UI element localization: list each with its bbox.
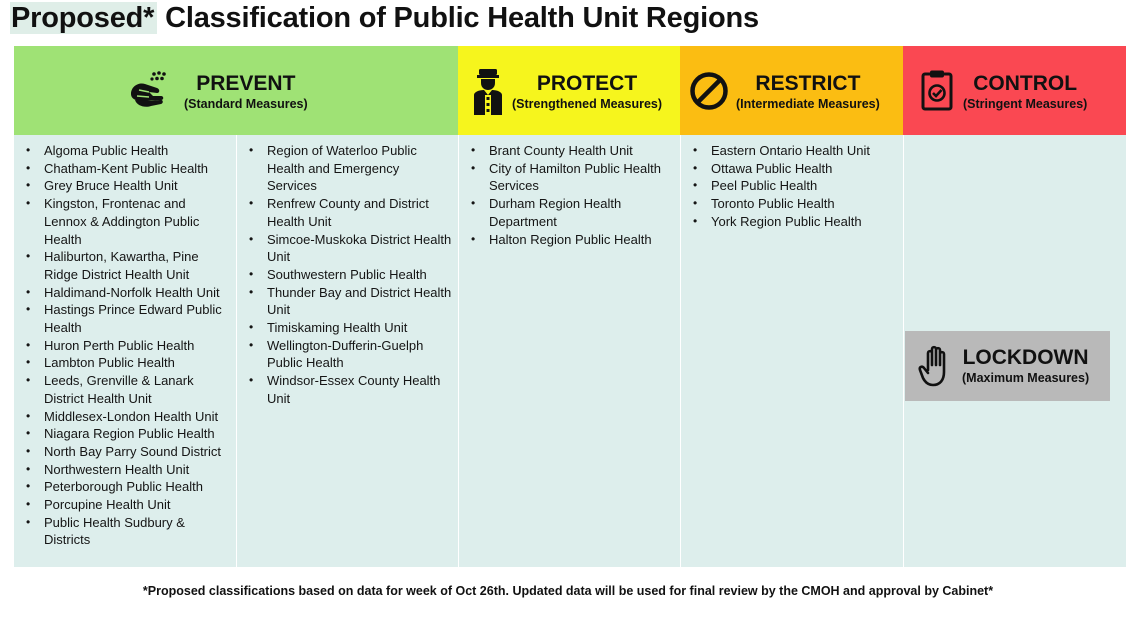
restrict-column (680, 135, 903, 567)
health-unit-item: • City of Hamilton Public Health Services (471, 160, 674, 195)
protect-label: PROTECT (536, 72, 638, 95)
health-unit-item: • Leeds, Grenville & Lanark District Health Unit (26, 372, 230, 407)
health-unit-item: • Southwestern Public Health (249, 266, 452, 284)
health-unit-item: • Timiskaming Health Unit (249, 319, 452, 337)
health-unit-item: • Porcupine Health Unit (26, 496, 230, 514)
lockdown-box (905, 331, 1110, 401)
health-unit-item: • Simcoe-Muskoka District Health Unit (249, 231, 452, 266)
hand-washing-icon (127, 70, 169, 115)
health-unit-item: • Durham Region Health Department (471, 195, 674, 230)
protect-header (458, 46, 680, 135)
restrict-list (681, 135, 903, 231)
health-unit-item: • Thunder Bay and District Health Unit (249, 284, 452, 319)
footnote: *Proposed classifications based on data for week of Oct 26th. Updated data will be used for final review by the CMOH and approval by Cabinet* (142, 584, 994, 598)
protect-column (458, 135, 680, 567)
health-unit-item: • Brant County Health Unit (471, 142, 674, 160)
health-unit-item: • Northwestern Health Unit (26, 461, 230, 479)
police-officer-icon (471, 68, 505, 121)
prevent-list-2 (237, 135, 458, 408)
page-title (10, 2, 759, 40)
health-unit-item: • Public Health Sudbury & Districts (26, 514, 230, 549)
protect-sublabel: (Strengthened Measures) (512, 97, 663, 111)
control-label: CONTROL (973, 72, 1078, 95)
title-rest: Classification of Public Health Unit Regions (157, 2, 759, 34)
health-unit-item: • Windsor-Essex County Health Unit (249, 372, 452, 407)
prevent-list-1 (14, 135, 236, 549)
prevent-header (14, 46, 458, 135)
health-unit-item: • Halton Region Public Health (471, 231, 674, 249)
control-sublabel: (Stringent Measures) (963, 97, 1088, 111)
health-unit-item: • Chatham-Kent Public Health (26, 160, 230, 178)
restrict-header (680, 46, 903, 135)
health-unit-item: • Algoma Public Health (26, 142, 230, 160)
health-unit-item: • Peterborough Public Health (26, 478, 230, 496)
prevent-sublabel: (Standard Measures) (184, 97, 308, 111)
prevent-label: PREVENT (196, 72, 296, 95)
health-unit-item: • Peel Public Health (693, 177, 897, 195)
classification-board (14, 46, 1126, 567)
prevent-column-2 (236, 135, 458, 567)
prevent-column-1 (14, 135, 236, 567)
health-unit-item: • Ottawa Public Health (693, 160, 897, 178)
health-unit-item: • Grey Bruce Health Unit (26, 177, 230, 195)
health-unit-item: • Niagara Region Public Health (26, 425, 230, 443)
health-unit-item: • Eastern Ontario Health Unit (693, 142, 897, 160)
lockdown-sublabel: (Maximum Measures) (962, 371, 1090, 385)
health-unit-item: • Region of Waterloo Public Health and Emergency Services (249, 142, 452, 195)
health-unit-item: • York Region Public Health (693, 213, 897, 231)
health-unit-item: • Wellington-Dufferin-Guelph Public Health (249, 337, 452, 372)
health-unit-item: • North Bay Parry Sound District (26, 443, 230, 461)
title-highlight: Proposed* (10, 2, 157, 34)
health-unit-item: • Renfrew County and District Health Unit (249, 195, 452, 230)
restrict-label: RESTRICT (755, 72, 861, 95)
control-header (903, 46, 1126, 135)
control-list (904, 135, 1126, 142)
health-unit-item: • Haliburton, Kawartha, Pine Ridge District Health Unit (26, 248, 230, 283)
health-unit-item: • Haldimand-Norfolk Health Unit (26, 284, 230, 302)
health-unit-item: • Lambton Public Health (26, 354, 230, 372)
restrict-sublabel: (Intermediate Measures) (736, 97, 880, 111)
lockdown-label: LOCKDOWN (962, 346, 1089, 369)
health-unit-item: • Huron Perth Public Health (26, 337, 230, 355)
health-unit-item: • Middlesex-London Health Unit (26, 408, 230, 426)
health-unit-item: • Kingston, Frontenac and Lennox & Addington Public Health (26, 195, 230, 248)
prohibited-icon (689, 71, 729, 116)
stop-hand-icon (918, 344, 954, 393)
protect-list (459, 135, 680, 248)
health-unit-item: • Toronto Public Health (693, 195, 897, 213)
health-unit-item: • Hastings Prince Edward Public Health (26, 301, 230, 336)
clipboard-check-icon (921, 69, 955, 116)
